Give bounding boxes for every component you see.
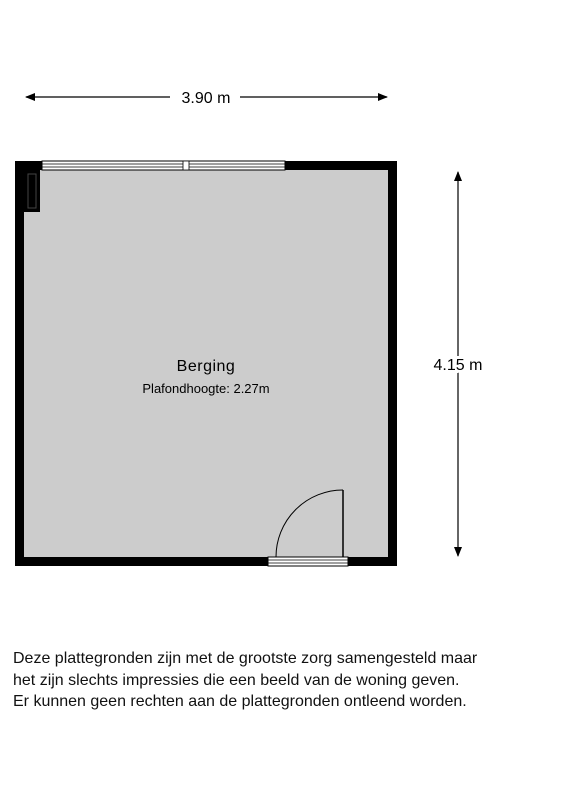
height-label: 4.15 m (433, 357, 483, 374)
width-label: 3.90 m (181, 90, 231, 107)
disclaimer-line: Er kunnen geen rechten aan de plattegronden ontleend worden. (13, 693, 467, 710)
disclaimer (13, 648, 558, 713)
window-top (42, 161, 285, 170)
duct-block (24, 170, 40, 212)
width-dimension (26, 90, 387, 107)
disclaimer-line: het zijn slechts impressies die een beeld van de woning geven. (13, 671, 460, 689)
door-threshold (268, 557, 348, 566)
room-name: Berging (176, 358, 236, 375)
height-dimension (434, 172, 483, 556)
disclaimer-line: Deze plattegronden zijn met de grootste zorg samengesteld maar (13, 650, 478, 667)
ceiling-height: Plafondhoogte: 2.27m (142, 381, 270, 396)
room-berging (15, 161, 397, 566)
